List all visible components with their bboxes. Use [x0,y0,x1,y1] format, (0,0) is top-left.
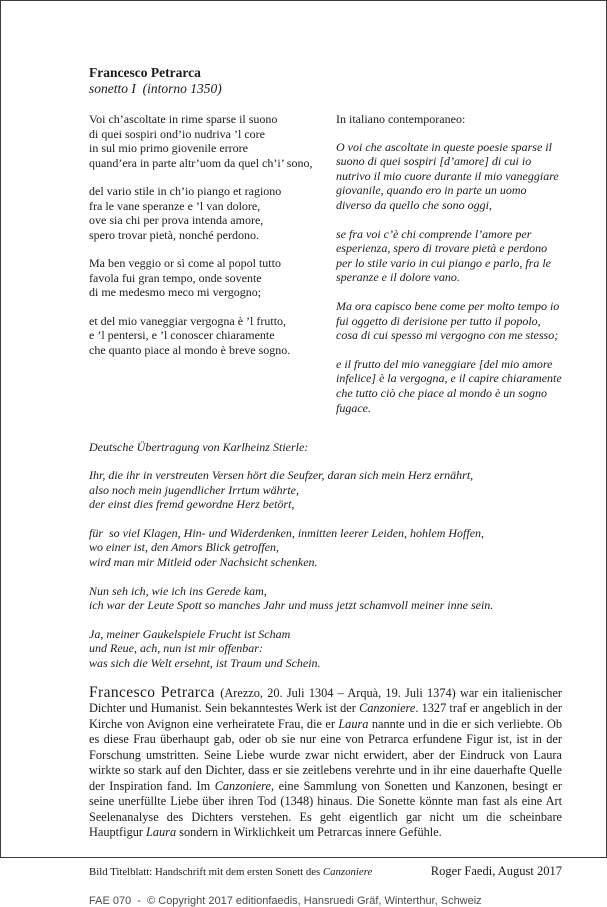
german-stanza-4 [89,627,562,671]
contemporary-paragraph-3: Ma ora capisco bene come per molto tempo io fui oggetto di derisione per tutto il popolo, cosa di cui spesso mi vergogno con me stesso; [336,298,560,343]
contemporary-paragraph-1: O voi che ascoltate in queste poesie sparse il suono di quei sospiri [d’amore] di cui io nutrivo il mio cuore durante il mio vaneggiare giovanile, quando ero in parte un uomo diverso da quello che sono oggi, [336,139,559,212]
german-line: was sich die Welt ersehnt, ist Traum und Schein. [89,656,321,671]
biography-text-run: Laura [146,825,177,840]
german-translation-heading: Deutsche Übertragung von Karlheinz Stierle: [89,440,309,455]
sonnet-stanza-2 [89,184,336,242]
sonnet-line: Ma ben veggio or sì come al popol tutto [89,256,281,270]
biography-text-run: nannte und in die er sich verliebte. Ob es diese Frau überhaupt gab, oder ob sie nur eine von Petrarca erfundene Figur ist, ist in der Forschung umstritten. Seine Liebe wurde zwar nicht erwidert, aber der Eindruck von Laura wirkte so stark auf den Dichter, dass er sie zeitlebens verehrte und in ihr eine dauerhafte Quelle der Inspiration fand. Im [89,716,563,793]
sonnet-line: di quei sospiri ond’io nudriva ’l core [89,126,265,141]
german-line: und Reue, ach, nun ist mir offenbar: [89,641,263,656]
german-stanza-1 [89,468,562,512]
german-line: Ja, meiner Gaukelspiele Frucht ist Scham [89,626,291,641]
sonnet-line: fra le vane speranze e ’l van dolore, [89,198,261,213]
biography-paragraph [89,685,562,841]
sonnet-line: spero trovar pietà, nonché perdono. [89,227,259,242]
sonnet-line: e ’l pentersi, e ’l conoscer chiaramente [89,328,275,342]
contemporary-italian-column [336,112,564,429]
sonnet-line: in sul mio primo giovenile errore [89,141,248,155]
sonnet-line: ove sia chi per prova intenda amore, [89,213,264,227]
biography-text-run: (Arezzo, 20. Juli 1304 – Arquà, 19. Juli 1374) war ein italienischer Dichter und Humanist. Sein bekanntestes Werk ist der [89,685,562,716]
sonnet-line: di me medesmo meco mi vergogno; [89,285,262,299]
german-line: ich war der Leute Spott so manches Jahr und muss jetzt schamvoll meiner inne sein. [89,598,494,613]
caption-text-run: Bild Titelblatt: Handschrift mit dem ersten Sonett des [89,865,323,878]
sonnet-line: quand’era in parte altr’uom da quel ch’i’ sono, [89,155,313,170]
german-stanza-2 [89,526,562,570]
sonnet-line: del vario stile in ch’io piango et ragiono [89,184,282,198]
german-line: also noch mein jugendlicher Irrtum währte, [89,482,299,497]
biography-text-run: Canzoniere [359,701,416,716]
biography-text-run: , eine Sammlung von Sonetten und Kanzonen, besingt er seine unerfüllte Liebe über ihren Tod (1348) hinaus. Die Sonette könnte man fast als eine Art Seelenanalyse des Dichters verstehen. Es geht eigentlich gar nicht um die scheinbare Hauptfigur [89,778,562,840]
german-line: wo einer ist, den Amors Blick getroffen, [89,540,279,555]
sonnet-line: che quanto piace al mondo è breve sogno. [89,342,291,357]
german-line: für so viel Klagen, Hin- und Widerdenken, inmitten leerer Leiden, hohlem Hoffen, [89,525,485,540]
biography-text-run: Francesco Petrarca [89,683,221,701]
image-caption [89,866,372,878]
sonnet-line: favola fui gran tempo, onde sovente [89,270,262,285]
sonnet-stanza-4 [89,314,336,358]
german-line: Nun seh ich, wie ich ins Gerede kam, [89,583,267,598]
biography-text-run: . 1327 traf er angeblich in der Kirche von Avignon eine verheiratete Frau, die er [89,701,562,731]
page-content [1,1,606,907]
sonnet-stanza-1 [89,112,336,170]
sonnet-stanza-3 [89,256,336,300]
sonnet-line: et del mio vaneggiar vergogna è ’l frutto, [89,313,287,328]
german-stanza-3 [89,584,562,613]
german-line: wird man mir Mitleid oder Nachsicht schenken. [89,555,318,570]
biography-text-run: Laura [338,716,369,731]
page-title: Francesco Petrarca [89,65,201,80]
copyright-line: FAE 070 - © Copyright 2017 editionfaedis, Hansruedi Gräf, Winterthur, Schweiz [89,894,482,907]
original-sonnet-column [89,112,336,429]
caption-text-run: Canzoniere [322,865,373,878]
german-line: der einst dies fremd gewordne Herz betört, [89,497,295,512]
sonnet-line: Voi ch’ascoltate in rime sparse il suono [89,112,278,126]
sonnet-columns [89,112,562,429]
author-date: Roger Faedi, August 2017 [430,863,562,878]
biography-text-run: Canzoniere [214,778,271,793]
german-translation-poem [89,468,562,671]
biography-text-run: sondern in Wirklichkeit um Petrarcas innere Gefühle. [176,825,442,840]
page-subtitle: sonetto I (intorno 1350) [89,81,222,96]
footer-row [89,864,562,879]
german-line: Ihr, die ihr in verstreuten Versen hört die Seufzer, daran sich mein Herz ernährt, [89,468,474,483]
contemporary-heading: In italiano contemporaneo: [336,112,466,126]
contemporary-paragraph-2: se fra voi c’è chi comprende l’amore per esperienza, spero di trovare pietà e perdono per lo stile vario in cui piango e parlo, fra le speranze e il dolore vano. [336,226,551,285]
contemporary-paragraph-4: e il frutto del mio vaneggiare [del mio amore infelice] è la vergogna, e il capire chiaramente che tutto ciò che piace al mondo è un sogno fugace. [336,356,562,415]
